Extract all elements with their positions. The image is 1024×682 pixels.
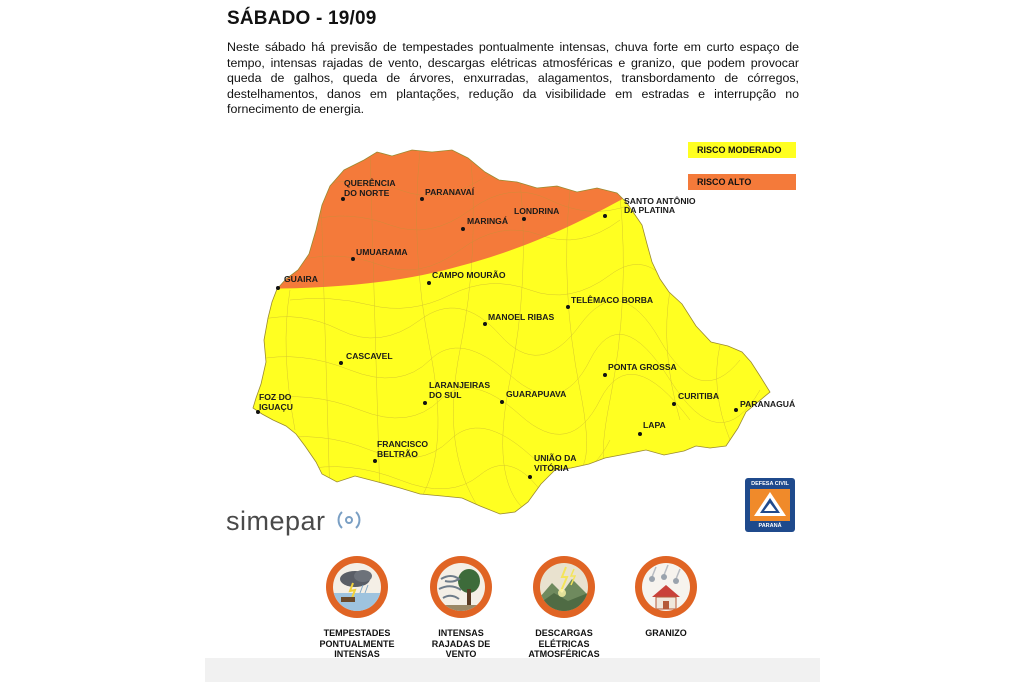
city-dot-cascavel: [339, 361, 343, 365]
city-foz-line2: IGUAÇU: [259, 402, 293, 412]
city-paranagua: PARANAGUÁ: [740, 399, 796, 409]
city-dot-paranagua: [734, 408, 738, 412]
hazard-hail-inner: [642, 563, 690, 611]
bulletin-description: Neste sábado há previsão de tempestades pontualmente intensas, chuva forte em curto espaço de tempo, intensas rajadas de vento, descargas elétricas atmosféricas e granizo, que podem provocar queda de galhos, queda de árvores, enxurradas, alagamentos, transbordamento de córregos, destelhamentos, danos em plantações, redução da visibilidade em estradas e interrupção no fornecimento de energia.: [227, 40, 799, 117]
city-telemaco-borba: TELÊMACO BORBA: [571, 295, 654, 305]
city-dot-ponta-grossa: [603, 373, 607, 377]
city-ponta-grossa: PONTA GROSSA: [608, 362, 677, 372]
city-manoel-ribas: MANOEL RIBAS: [488, 312, 555, 322]
legend-high-label: RISCO ALTO: [697, 177, 752, 187]
city-dot-guarapuava: [500, 400, 504, 404]
city-querencia-line2: DO NORTE: [344, 188, 390, 198]
city-cascavel: CASCAVEL: [346, 351, 393, 361]
defesa-civil-label: DEFESA CIVIL: [751, 481, 789, 487]
lightning-icon: [540, 563, 588, 611]
city-paranavai: PARANAVAÍ: [425, 187, 475, 197]
parana-label: PARANÁ: [758, 523, 782, 529]
city-dot-manoel-ribas: [483, 322, 487, 326]
signal-icon: [334, 507, 364, 533]
city-dot-telemaco-borba: [566, 305, 570, 309]
city-dot-paranavai: [420, 197, 424, 201]
hazard-storm-label: TEMPESTADES PONTUALMENTE INTENSAS: [319, 628, 395, 659]
city-dot-maringa: [461, 227, 465, 231]
city-maringa: MARINGÁ: [467, 216, 509, 226]
bulletin-title: SÁBADO - 19/09: [227, 8, 377, 29]
defesa-civil-badge: [745, 478, 795, 532]
city-laranjeiras-line1: LARANJEIRAS: [429, 380, 491, 390]
city-santo-antonio-line1: SANTO ANTÔNIO: [624, 196, 696, 206]
city-francisco-beltrao-line2: BELTRÃO: [377, 449, 418, 459]
city-dot-umuarama: [351, 257, 355, 261]
hazard-wind-ring: [430, 556, 492, 618]
hazard-wind: [411, 556, 511, 660]
simepar-wordmark: simepar: [226, 506, 326, 536]
city-londrina: LONDRINA: [514, 206, 560, 216]
city-dot-curitiba: [672, 402, 676, 406]
simepar-logo: [226, 506, 364, 537]
city-guarapuava: GUARAPUAVA: [506, 389, 567, 399]
hazard-hail: [616, 556, 716, 639]
hazard-storm-inner: [333, 563, 381, 611]
city-umuarama: UMUARAMA: [356, 247, 408, 257]
hazard-storm: [307, 556, 407, 660]
hazard-wind-inner: [437, 563, 485, 611]
city-foz-line1: FOZ DO: [259, 392, 292, 402]
city-campo-mourao: CAMPO MOURÃO: [432, 270, 506, 280]
city-dot-uniao-vitoria: [528, 475, 532, 479]
hail-icon: [642, 563, 690, 611]
city-querencia: [344, 177, 396, 198]
city-guaira: GUAIRA: [284, 274, 318, 284]
hazard-lightning-ring: [533, 556, 595, 618]
city-laranjeiras-line2: DO SUL: [429, 390, 462, 400]
city-dot-francisco-beltrao: [373, 459, 377, 463]
city-francisco-beltrao-line1: FRANCISCO: [377, 439, 429, 449]
hazard-lightning-inner: [540, 563, 588, 611]
city-uniao-vitoria-line1: UNIÃO DA: [534, 453, 577, 463]
city-dot-lapa: [638, 432, 642, 436]
city-lapa: LAPA: [643, 420, 666, 430]
hazard-lightning: [514, 556, 614, 660]
city-dot-guaira: [276, 286, 280, 290]
storm-icon: [333, 563, 381, 611]
city-dot-londrina: [522, 217, 526, 221]
city-santo-antonio-line2: DA PLATINA: [624, 205, 676, 215]
hazard-hail-label: GRANIZO: [645, 628, 687, 638]
city-querencia-line1: QUERÊNCIA: [344, 178, 396, 188]
city-curitiba: CURITIBA: [678, 391, 720, 401]
city-dot-laranjeiras: [423, 401, 427, 405]
legend-moderate-label: RISCO MODERADO: [697, 145, 782, 155]
city-uniao-vitoria-line2: VITÓRIA: [534, 463, 569, 473]
hazard-storm-ring: [326, 556, 388, 618]
city-dot-santo-antonio: [603, 214, 607, 218]
hazard-wind-label: INTENSAS RAJADAS DE VENTO: [431, 628, 491, 659]
city-foz: [259, 392, 293, 412]
hazard-lightning-label: DESCARGAS ELÉTRICAS ATMOSFÉRICAS: [528, 628, 600, 659]
wind-icon: [437, 563, 485, 611]
city-santo-antonio: [624, 195, 696, 215]
city-dot-campo-mourao: [427, 281, 431, 285]
hazard-hail-ring: [635, 556, 697, 618]
